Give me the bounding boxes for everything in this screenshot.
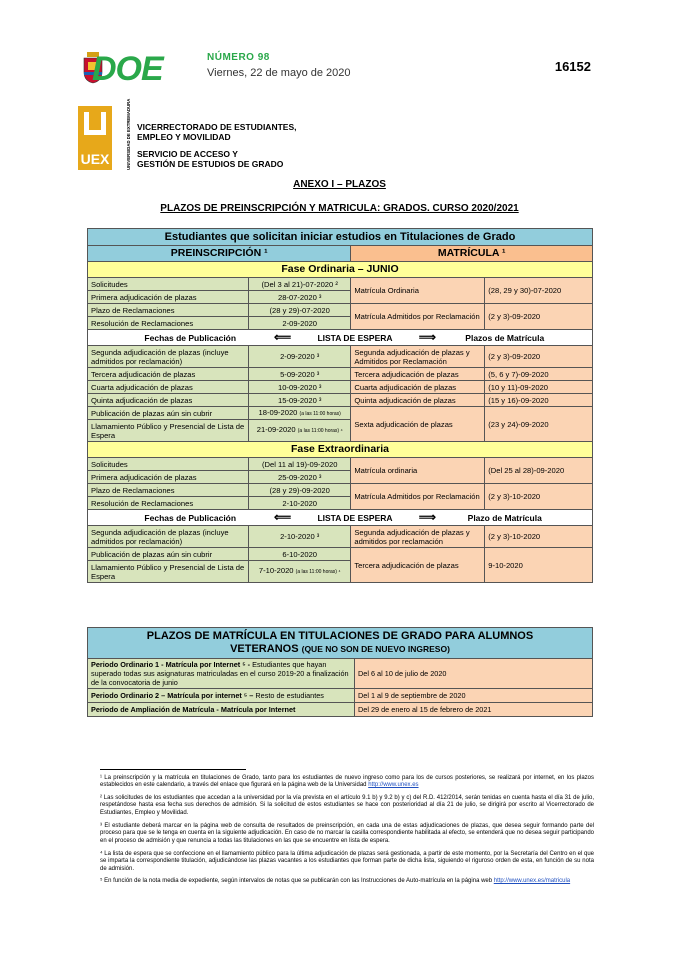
table-cell: (Del 11 al 19)-09-2020 (249, 458, 351, 471)
table-cell: Resolución de Reclamaciones (88, 497, 249, 510)
table-cell: Quinta adjudicación de plazas (351, 394, 485, 407)
uex-logo-text: UEX (80, 151, 110, 167)
ext-llam-hour: (a las 11:00 horas) ⁴ (295, 569, 341, 575)
table-cell: (2 y 3)-09-2020 (485, 346, 593, 368)
separator-mid: LISTA DE ESPERA (317, 512, 393, 523)
table-cell: (28, 29 y 30)-07-2020 (485, 278, 593, 304)
table-cell: (Del 25 al 28)-09-2020 (485, 458, 593, 484)
table-cell (249, 407, 351, 420)
table-cell: 9-10-2020 (485, 548, 593, 583)
lista-espera-separator-extra (88, 510, 593, 526)
separator-mid: LISTA DE ESPERA (317, 332, 393, 343)
uex-logo (76, 104, 122, 172)
footnote-4: ⁴ La lista de espera que se confeccione en el llamamiento público para la última adjudicación de plazas será gestionada, a partir de este momento, por la Secretaría del Centro en el que se imparta la correspondiente titulación, adjudicándose las plazas vacantes a los estudiantes que forman parte de dicha lista, siguiendo el riguroso orden de esta, en función de su nota de admisión. (100, 851, 594, 872)
table-cell: Del 6 al 10 de julio de 2020 (355, 659, 593, 689)
doe-logo: DOE (92, 50, 163, 88)
arrow-right-icon: ⟹ (418, 509, 436, 524)
table-cell: Del 29 de enero al 15 de febrero de 2021 (355, 703, 593, 717)
table-cell: Matrícula Ordinaria (351, 278, 485, 304)
table-cell: 2-10-2020 ³ (249, 526, 351, 548)
table-cell: 25-09-2020 ³ (249, 471, 351, 484)
footnote-rule (100, 769, 246, 770)
footnote-2: ² Las solicitudes de los estudiantes que accedan a la universidad por la vía prevista en el artículo 9.1 b) y 9.2 b) y c) del R.D. 412/2014, serán tenidas en cuenta hasta el día 31 de julio, respetándose hasta esa fecha sus derechos de admisión. Si la solicitud de estos estudiantes se hace con posterioridad al día 21 de julio, se dirigirá por escrito al Vicerrectorado de Estudiantes, Empleo y Movilidad. (100, 795, 594, 816)
table-cell (249, 561, 351, 583)
periodo-1-label: Periodo Ordinario 1 - Matrícula por Internet ⁵ - (91, 660, 251, 669)
lista-espera-separator (88, 330, 593, 346)
table-cell: Tercera adjudicación de plazas (88, 368, 249, 381)
org-line-2: EMPLEO Y MOVILIDAD (137, 132, 231, 142)
separator-right: Plazo de Matrícula (467, 512, 542, 523)
table-cell: Plazo de Reclamaciones (88, 484, 249, 497)
table-cell: 28-07-2020 ³ (249, 291, 351, 304)
preinscripcion-header: PREINSCRIPCIÓN ¹ (88, 246, 351, 262)
university-name-vertical: UNIVERSIDAD DE EXTREMADURA (126, 98, 131, 170)
table-cell: 6-10-2020 (249, 548, 351, 561)
table-cell: Segunda adjudicación de plazas (incluye admitidos por reclamación) (88, 346, 249, 368)
footnote-1-text: ¹ La preinscripción y la matrícula en titulaciones de Grado, tanto para los estudiantes de nuevo ingreso como para los de cursos posteriores, se realizará por internet, en los plazos establecidos en este calendario, a través del enlace que figurará en la página web de la Universidad (100, 775, 594, 789)
table-cell: Primera adjudicación de plazas (88, 291, 249, 304)
table-cell: 2-09-2020 (249, 317, 351, 330)
periodo-1-text: Estudiantes que hayan superado todas sus asignaturas matriculadas en el curso 2019-20 a finalización de la convocatoria de junio (91, 660, 349, 687)
footnote-1 (100, 775, 594, 790)
table-cell: 2-10-2020 (249, 497, 351, 510)
main-title: PLAZOS DE PREINSCRIPCIÓN Y MATRICULA: GRADOS. CURSO 2020/2021 (160, 203, 519, 214)
fase-extraordinaria-header: Fase Extraordinaria (88, 442, 593, 458)
table-cell: Cuarta adjudicación de plazas (88, 381, 249, 394)
table-cell: Sexta adjudicación de plazas (351, 407, 485, 442)
arrow-left-icon: ⟸ (274, 329, 292, 344)
table-cell: Publicación de plazas aún sin cubrir (88, 548, 249, 561)
table-cell: Matrícula Admitidos por Reclamación (351, 484, 485, 510)
table-cell: Tercera adjudicación de plazas (351, 368, 485, 381)
periodo-2-label: Periodo Ordinario 2 – Matrícula por internet ⁵ – (91, 691, 254, 700)
table-cell: Plazo de Reclamaciones (88, 304, 249, 317)
org-line-1: VICERRECTORADO DE ESTUDIANTES, (137, 122, 297, 132)
issue-date: Viernes, 22 de mayo de 2020 (207, 67, 351, 79)
table-cell: Del 1 al 9 de septiembre de 2020 (355, 689, 593, 703)
matricula-header: MATRÍCULA ¹ (351, 246, 593, 262)
matricula-link[interactable]: http://www.unex.es/matricula (493, 878, 571, 884)
table-cell: 2-09-2020 ³ (249, 346, 351, 368)
org-line-3: SERVICIO DE ACCESO Y (137, 149, 238, 159)
table-cell (88, 659, 355, 689)
table-cell: (23 y 24)-09-2020 (485, 407, 593, 442)
arrow-right-icon: ⟹ (418, 329, 436, 344)
table-cell: 10-09-2020 ³ (249, 381, 351, 394)
arrow-left-icon: ⟸ (274, 509, 292, 524)
table-cell (88, 703, 355, 717)
table-cell: (15 y 16)-09-2020 (485, 394, 593, 407)
ext-llam-date: 7-10-2020 (258, 566, 294, 575)
periodo-2-text: Resto de estudiantes (255, 691, 324, 700)
table-cell: (2 y 3)-10-2020 (485, 526, 593, 548)
table-cell: (28 y 29)-07-2020 (249, 304, 351, 317)
footnote-3: ³ El estudiante deberá marcar en la página web de consulta de resultados de preinscripción, en cada una de estas adjudicaciones de plazas, que desea seguir formando parte del proceso para que se le tenga en cuenta en la siguiente adjudicación. En caso de no marcar la casilla correspondiente habilitada al efecto, se entenderá que no desea seguir participando en el proceso de admisión y que renuncia a todas las titulaciones en las que se encuentre en lista de espera. (100, 823, 594, 844)
table-cell: Quinta adjudicación de plazas (88, 394, 249, 407)
table-cell: Segunda adjudicación de plazas y Admitidos por Reclamación (351, 346, 485, 368)
veteranos-title-2: VETERANOS (230, 643, 299, 655)
separator-left: Fechas de Publicación (144, 332, 237, 343)
annex-title: ANEXO I – PLAZOS (293, 179, 386, 190)
org-block (137, 122, 296, 169)
fase-ordinaria-header: Fase Ordinaria – JUNIO (88, 262, 593, 278)
table-cell (88, 689, 355, 703)
table-cell: Resolución de Reclamaciones (88, 317, 249, 330)
llam-hour: (a las 11:00 horas) ⁴ (297, 428, 343, 434)
pub-date: 18-09-2020 (258, 407, 298, 417)
table-cell: 15-09-2020 ³ (249, 394, 351, 407)
plazos-table (87, 228, 593, 583)
table-heading: Estudiantes que solicitan iniciar estudios en Titulaciones de Grado (88, 229, 593, 246)
footnote-5-text: ⁵ En función de la nota media de expediente, según intervalos de notas que se publicarán con las Instrucciones de Auto-matrícula en la página web (100, 878, 493, 884)
table-cell: Matrícula Admitidos por Reclamación (351, 304, 485, 330)
org-line-4: GESTIÓN DE ESTUDIOS DE GRADO (137, 159, 284, 169)
table-cell: Segunda adjudicación de plazas y admitidos por reclamación (351, 526, 485, 548)
table-cell: 5-09-2020 ³ (249, 368, 351, 381)
table-cell: Tercera adjudicación de plazas (351, 548, 485, 583)
table-cell: Solicitudes (88, 458, 249, 471)
footnote-5 (100, 878, 594, 885)
table-cell: Primera adjudicación de plazas (88, 471, 249, 484)
veteranos-title-3: (QUE NO SON DE NUEVO INGRESO) (301, 644, 450, 654)
veteranos-table (87, 627, 593, 717)
table-cell: (28 y 29)-09-2020 (249, 484, 351, 497)
ampliacion-label: Periodo de Ampliación de Matrícula - Matrícula por Internet (91, 705, 296, 714)
separator-left: Fechas de Publicación (144, 512, 237, 523)
table-cell: Segunda adjudicación de plazas (incluye admitidos por reclamación) (88, 526, 249, 548)
table-cell: Solicitudes (88, 278, 249, 291)
issue-number: NÚMERO 98 (207, 52, 270, 63)
table-cell: Cuarta adjudicación de plazas (351, 381, 485, 394)
separator-right: Plazos de Matrícula (465, 332, 545, 343)
table-cell: Llamamiento Público y Presencial de Lista de Espera (88, 420, 249, 442)
page-number: 16152 (554, 59, 591, 74)
veteranos-heading (88, 628, 593, 659)
table-cell: (5, 6 y 7)-09-2020 (485, 368, 593, 381)
table-cell: Llamamiento Público y Presencial de Lista de Espera (88, 561, 249, 583)
table-cell: (2 y 3)-09-2020 (485, 304, 593, 330)
veteranos-title-1: PLAZOS DE MATRÍCULA EN TITULACIONES DE GRADO PARA ALUMNOS (146, 630, 534, 642)
table-cell: Matrícula ordinaria (351, 458, 485, 484)
table-cell: (Del 3 al 21)-07-2020 ² (249, 278, 351, 291)
unex-link[interactable]: http://www.unex.es (368, 782, 419, 789)
table-cell: (2 y 3)-10-2020 (485, 484, 593, 510)
table-cell: (10 y 11)-09-2020 (485, 381, 593, 394)
pub-hour: (a las 11:00 horas) (299, 410, 341, 417)
table-cell: Publicación de plazas aún sin cubrir (88, 407, 249, 420)
llam-date: 21-09-2020 (256, 425, 296, 434)
table-cell (249, 420, 351, 442)
